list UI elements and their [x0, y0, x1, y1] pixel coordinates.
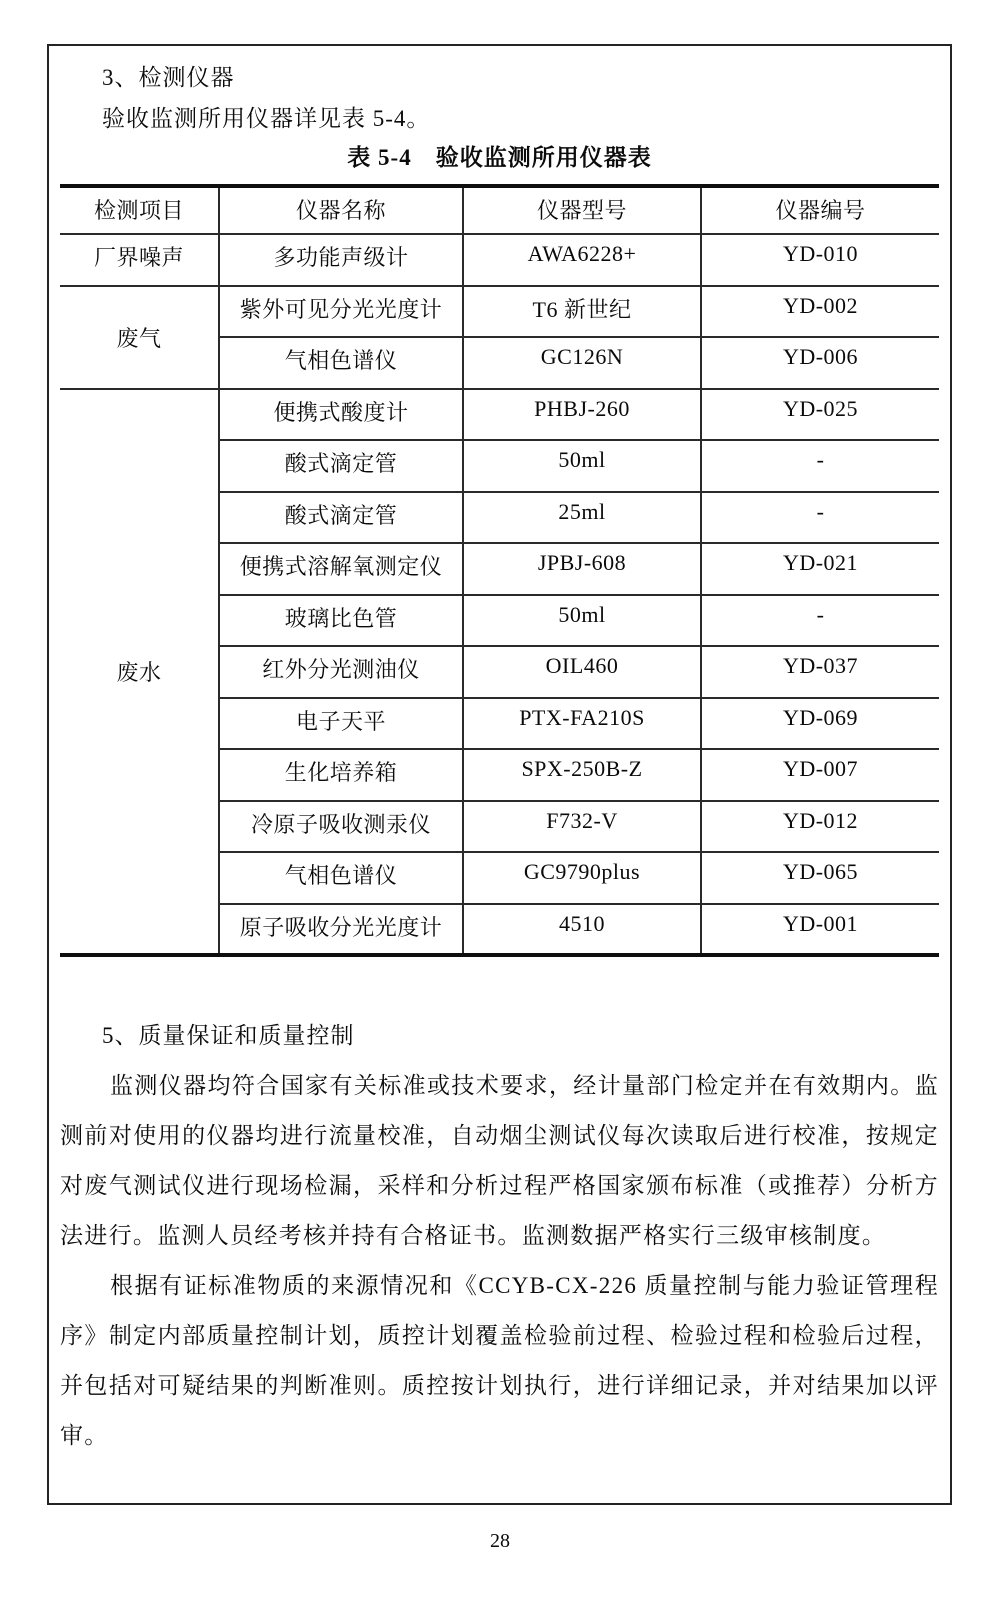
table-cell: 原子吸收分光光度计 — [219, 904, 463, 956]
table-cell: 玻璃比色管 — [219, 595, 463, 647]
table-cell: PTX-FA210S — [463, 698, 701, 750]
section-5-heading: 5、质量保证和质量控制 — [102, 1023, 355, 1048]
table-cell: YD-021 — [701, 543, 939, 595]
table-cell: 50ml — [463, 595, 701, 647]
table-cell: 多功能声级计 — [219, 234, 463, 286]
category-cell: 厂界噪声 — [60, 234, 219, 286]
table-row — [60, 286, 939, 338]
table-cell: AWA6228+ — [463, 234, 701, 286]
table-cell: 酸式滴定管 — [219, 492, 463, 544]
table-cell: YD-007 — [701, 749, 939, 801]
table-cell: 酸式滴定管 — [219, 440, 463, 492]
table-row — [60, 234, 939, 286]
table-cell: PHBJ-260 — [463, 389, 701, 441]
table-cell: - — [701, 440, 939, 492]
table-cell: 冷原子吸收测汞仪 — [219, 801, 463, 853]
table-cell: GC9790plus — [463, 852, 701, 904]
instruments-table — [60, 184, 939, 957]
table-cell: 电子天平 — [219, 698, 463, 750]
table-cell: GC126N — [463, 337, 701, 389]
table-cell: 气相色谱仪 — [219, 337, 463, 389]
table-cell: JPBJ-608 — [463, 543, 701, 595]
column-header: 检测项目 — [60, 186, 219, 234]
table-cell: YD-010 — [701, 234, 939, 286]
table-header-row — [60, 186, 939, 234]
table-cell: 50ml — [463, 440, 701, 492]
column-header: 仪器名称 — [219, 186, 463, 234]
table-cell: SPX-250B-Z — [463, 749, 701, 801]
table-cell: 4510 — [463, 904, 701, 956]
qa-paragraph-2: 根据有证标准物质的来源情况和《CCYB-CX-226 质量控制与能力验证管理程序》制定内部质量控制计划，质控计划覆盖检验前过程、检验过程和检验后过程，并包括对可疑结果的判断准则。质控按计划执行，进行详细记录，并对结果加以评审。 — [60, 1273, 939, 1448]
table-cell: 生化培养箱 — [219, 749, 463, 801]
table-cell: - — [701, 595, 939, 647]
category-cell: 废水 — [60, 389, 219, 956]
table-cell: YD-037 — [701, 646, 939, 698]
column-header: 仪器编号 — [701, 186, 939, 234]
page-number: 28 — [490, 1530, 510, 1552]
table-cell: YD-065 — [701, 852, 939, 904]
table-cell: - — [701, 492, 939, 544]
table-cell: T6 新世纪 — [463, 286, 701, 338]
qa-paragraph-1: 监测仪器均符合国家有关标准或技术要求，经计量部门检定并在有效期内。监测前对使用的仪器均进行流量校准，自动烟尘测试仪每次读取后进行校准，按规定对废气测试仪进行现场检漏，采样和分析过程严格国家颁布标准（或推荐）分析方法进行。监测人员经考核并持有合格证书。监测数据严格实行三级审核制度。 — [60, 1073, 939, 1248]
table-caption: 表 5-4 验收监测所用仪器表 — [347, 145, 652, 170]
table-cell: YD-006 — [701, 337, 939, 389]
table-cell: 红外分光测油仪 — [219, 646, 463, 698]
table-cell: YD-001 — [701, 904, 939, 956]
table-cell: 气相色谱仪 — [219, 852, 463, 904]
table-cell: 便携式酸度计 — [219, 389, 463, 441]
category-cell: 废气 — [60, 286, 219, 389]
table-cell: F732-V — [463, 801, 701, 853]
table-cell: YD-069 — [701, 698, 939, 750]
section-3-intro-text: 验收监测所用仪器详见表 5-4。 — [102, 106, 431, 131]
table-cell: OIL460 — [463, 646, 701, 698]
section-3-heading: 3、检测仪器 — [102, 65, 235, 90]
page-border-box — [47, 44, 952, 1505]
table-cell: YD-002 — [701, 286, 939, 338]
table-cell: 25ml — [463, 492, 701, 544]
table-cell: YD-025 — [701, 389, 939, 441]
table-cell: YD-012 — [701, 801, 939, 853]
table-cell: 紫外可见分光光度计 — [219, 286, 463, 338]
table-cell: 便携式溶解氧测定仪 — [219, 543, 463, 595]
table-row — [60, 389, 939, 441]
column-header: 仪器型号 — [463, 186, 701, 234]
